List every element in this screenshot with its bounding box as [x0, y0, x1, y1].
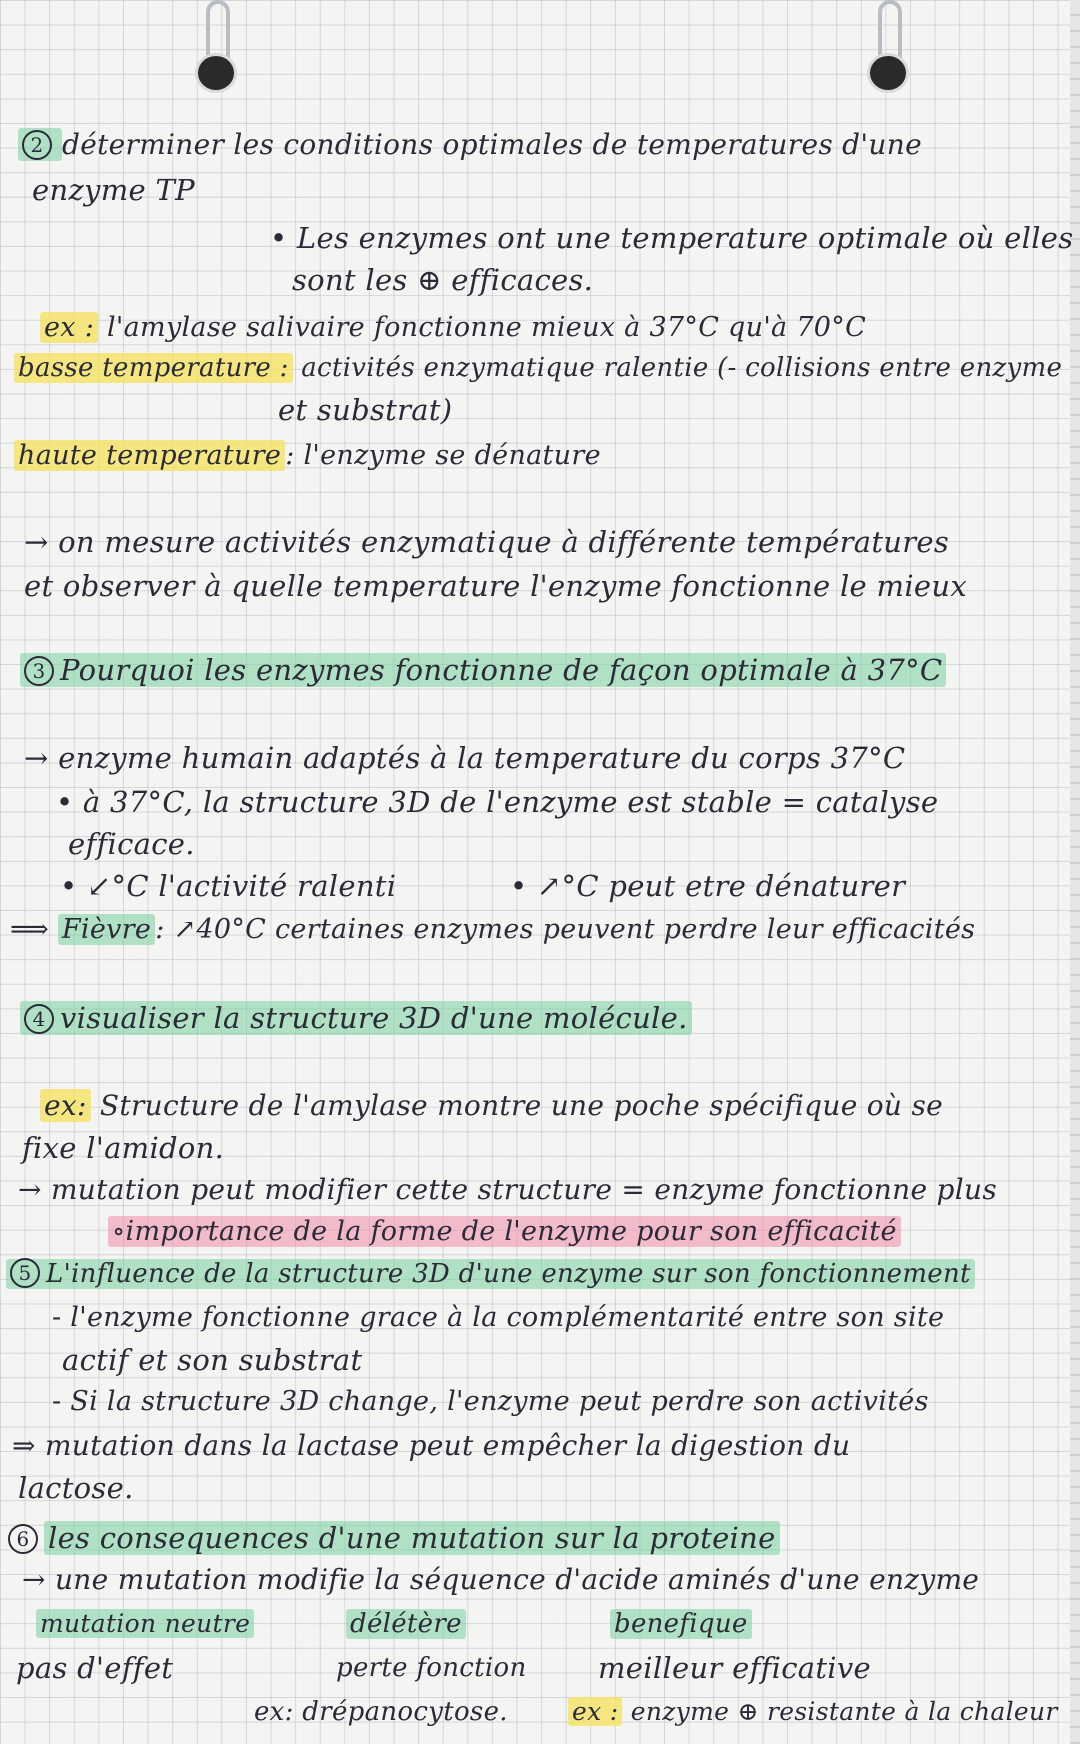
deletere-label: délétère [346, 1609, 466, 1639]
benefique-label: benefique [610, 1609, 752, 1639]
section6-number: 6 [8, 1524, 38, 1554]
col3-text: meilleur efficative [598, 1651, 872, 1685]
section4-example [40, 1088, 943, 1124]
fievre-text: : ↗40°C certaines enzymes peuvent perdre leur efficacités [155, 914, 976, 945]
punch-hole [198, 56, 234, 90]
section6-title-text: les consequences d'une mutation sur la proteine [44, 1521, 780, 1555]
col3-label [610, 1606, 752, 1642]
basse-label: basse temperature : [14, 353, 293, 383]
section3-bullet-b: • ↙°C l'activité ralenti [60, 869, 397, 903]
double-arrow-icon: ⟹ [10, 914, 58, 945]
section5-title [6, 1256, 975, 1292]
section3-arrow: → enzyme humain adaptés à la temperature du corps 37°C [24, 741, 906, 775]
section5-number: 5 [10, 1258, 40, 1288]
col2-label [346, 1606, 466, 1642]
haute-temperature [14, 438, 601, 474]
col1-label [36, 1606, 254, 1642]
basse-temperature [14, 350, 1062, 386]
section4-ex-label: ex: [40, 1089, 91, 1122]
section3-bullet-a: • à 37°C, la structure 3D de l'enzyme est stable = catalyse [56, 785, 939, 819]
haute-label: haute temperature [14, 440, 285, 471]
punch-hole [870, 56, 906, 90]
binder-ring-right [866, 0, 910, 90]
section2-number: 2 [22, 130, 52, 160]
section4-number: 4 [24, 1004, 54, 1034]
section2-arrow: → on mesure activités enzymatique à différente températures [24, 525, 950, 559]
col3-ex-text: enzyme ⊕ resistante à la chaleur [630, 1697, 1058, 1726]
page-edge [1070, 0, 1080, 1744]
section3-title [20, 652, 946, 688]
section4-importance [108, 1214, 901, 1250]
col2-example: ex: drépanocytose. [254, 1697, 508, 1727]
section3-title-text: Pourquoi les enzymes fonctionne de façon optimale à 37°C [60, 653, 943, 687]
col1-text: pas d'effet [16, 1651, 174, 1685]
section4-title-text: visualiser la structure 3D d'une molécule. [60, 1001, 688, 1035]
ex-text: l'amylase salivaire fonctionne mieux à 37°C qu'à 70°C [106, 312, 867, 343]
fievre-line [10, 912, 975, 948]
ex-label: ex : [40, 312, 98, 343]
basse-temperature-cont: et substrat) [278, 393, 453, 427]
section2-arrow-cont: et observer à quelle temperature l'enzyme fonctionne le mieux [24, 569, 967, 603]
importance-text: ∘importance de la forme de l'enzyme pour son efficacité [108, 1216, 901, 1247]
section5-dash-a: - l'enzyme fonctionne grace à la complémentarité entre son site [52, 1302, 945, 1333]
section5-arrow-cont: lactose. [18, 1471, 134, 1505]
col3-ex-label: ex : [568, 1697, 622, 1726]
section5-title-text: L'influence de la structure 3D d'une enzyme sur son fonctionnement [46, 1259, 971, 1289]
section3-number: 3 [24, 656, 54, 686]
section3-bullet-a-cont: efficace. [68, 827, 195, 861]
section2-title-cont: enzyme TP [32, 173, 195, 207]
section6-title [8, 1520, 780, 1556]
section4-example-cont: fixe l'amidon. [22, 1131, 225, 1165]
section3-bullet-c: • ↗°C peut etre dénaturer [510, 869, 906, 903]
section2-title [18, 127, 922, 163]
col3-example [568, 1694, 1058, 1730]
section5-dash-b: - Si la structure 3D change, l'enzyme peut perdre son activités [52, 1386, 929, 1417]
section5-dash-a-cont: actif et son substrat [62, 1343, 363, 1377]
fievre-label: Fièvre [58, 914, 155, 945]
section5-arrow: ⇒ mutation dans la lactase peut empêcher la digestion du [12, 1429, 851, 1462]
basse-text: activités enzymatique ralentie (- collisions entre enzyme [301, 353, 1063, 383]
haute-text: : l'enzyme se dénature [285, 440, 601, 471]
section6-arrow: → une mutation modifie la séquence d'acide aminés d'une enzyme [22, 1563, 980, 1596]
section4-ex-text: Structure de l'amylase montre une poche spécifique où se [99, 1089, 944, 1122]
section2-bullet-cont: sont les ⊕ efficaces. [292, 263, 594, 297]
col2-text: perte fonction [336, 1653, 527, 1683]
binder-ring-left [194, 0, 238, 90]
section4-arrow: → mutation peut modifier cette structure = enzyme fonctionne plus [18, 1173, 997, 1206]
section2-bullet: • Les enzymes ont une temperature optimale où elles [270, 221, 1074, 255]
section2-example [40, 310, 866, 346]
section4-title [20, 1000, 692, 1036]
section2-title-text: déterminer les conditions optimales de temperatures d'une [62, 128, 922, 161]
mutation-neutre-label: mutation neutre [36, 1609, 254, 1638]
